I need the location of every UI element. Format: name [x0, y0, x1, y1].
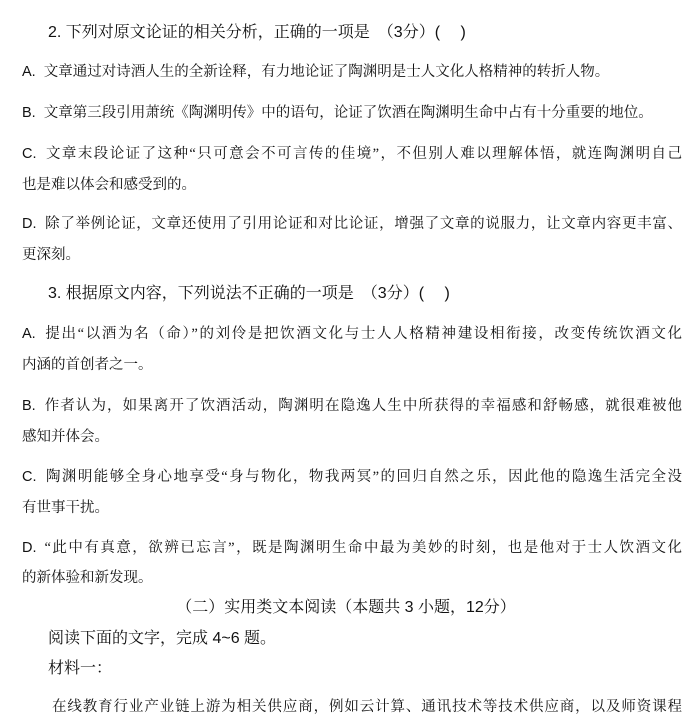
q3-option-b: B. 作者认为，如果离开了饮酒活动，陶渊明在隐逸人生中所获得的幸福感和舒畅感，就很难被他 [22, 398, 682, 414]
q3-option-c-cont: 有世事干扰。 [22, 500, 109, 516]
q2-option-c: C. 文章末段论证了这种“只可意会不可言传的佳境”，不但别人难以理解体悟，就连陶渊明自己 [22, 146, 682, 162]
q2-option-c-cont: 也是难以体会和感受到的。 [22, 177, 196, 193]
q3-option-a-cont: 内涵的首创者之一。 [22, 357, 153, 373]
q2-option-d: D. 除了举例论证，文章还使用了引用论证和对比论证，增强了文章的说服力，让文章内容更丰富、 [22, 216, 682, 232]
question-3-title: 3. 根据原文内容，下列说法不正确的一项是 （3分）( ) [48, 285, 450, 302]
material-text: 在线教育行业产业链上游为相关供应商，例如云计算、通讯技术等技术供应商，以及师资课程 [52, 699, 682, 715]
question-2-title: 2. 下列对原文论证的相关分析，正确的一项是 （3分）( ) [48, 24, 466, 41]
section-instruction: 阅读下面的文字，完成 4~6 题。 [48, 630, 277, 647]
q2-option-d-cont: 更深刻。 [22, 247, 80, 263]
q3-option-d-cont: 的新体验和新发现。 [22, 570, 153, 586]
material-label: 材料一： [48, 660, 113, 677]
q2-option-b: B. 文章第三段引用萧统《陶渊明传》中的语句，论证了饮酒在陶渊明生命中占有十分重要的地位。 [22, 105, 653, 121]
section-heading: （二）实用类文本阅读（本题共 3 小题，12分） [176, 599, 516, 616]
q3-option-d: D. “此中有真意，欲辨已忘言”，既是陶渊明生命中最为美妙的时刻，也是他对于士人饮酒文化 [22, 540, 682, 556]
q3-option-b-cont: 感知并体会。 [22, 429, 109, 445]
q2-option-a: A. 文章通过对诗酒人生的全新诠释，有力地论证了陶渊明是士人文化人格精神的转折人物。 [22, 64, 610, 80]
q3-option-c: C. 陶渊明能够全身心地享受“身与物化，物我两冥”的回归自然之乐，因此他的隐逸生活完全没 [22, 469, 682, 485]
q3-option-a: A. 提出“以酒为名（命）”的刘伶是把饮酒文化与士人人格精神建设相衔接，改变传统饮酒文化 [22, 326, 682, 342]
